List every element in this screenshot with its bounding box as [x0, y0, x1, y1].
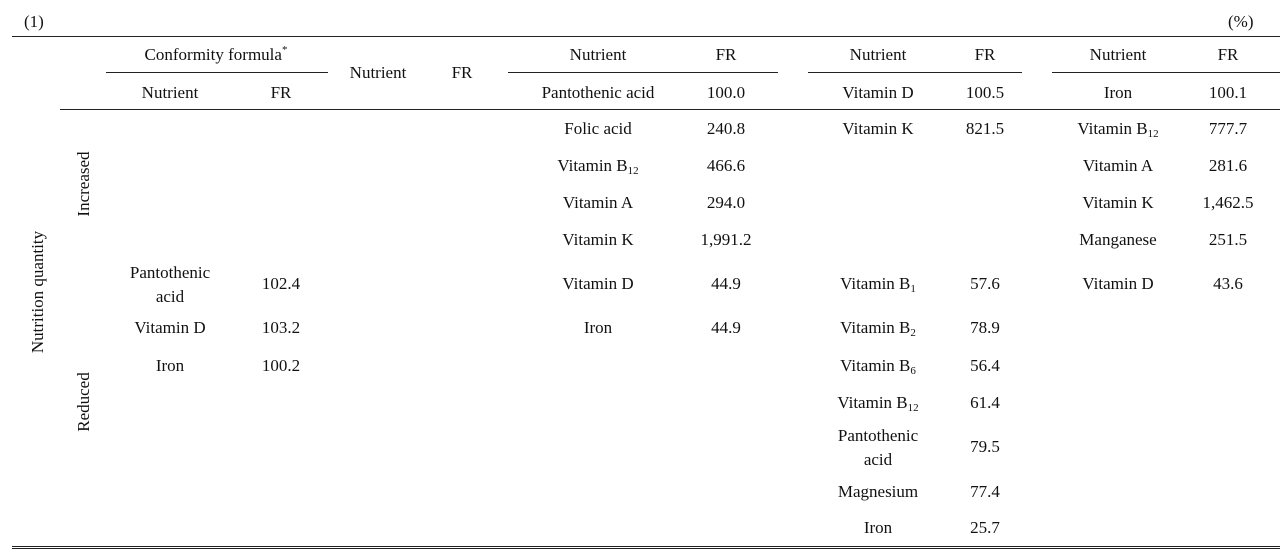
table-cell: Vitamin D — [562, 274, 634, 293]
table-cell: Vitamin A — [562, 193, 634, 212]
table-cell: Pantothenic acid — [837, 426, 919, 469]
table-cell: Vitamin $B_{12}$ — [837, 393, 919, 414]
header-fr-1: FR — [270, 83, 292, 102]
header-bottom-rule — [60, 109, 1280, 110]
baseline-fr-5: 100.1 — [1208, 83, 1248, 102]
table-cell: Vitamin $B_2$ — [840, 318, 916, 339]
table-label: (1) — [24, 12, 44, 31]
table-cell: Vitamin A — [1082, 156, 1154, 175]
table-cell: Manganese — [1079, 230, 1157, 249]
group5-rule — [1052, 72, 1280, 73]
table-cell: 1,462.5 — [1202, 193, 1254, 212]
header-fr-5: FR — [1217, 45, 1239, 64]
table-cell: Folic acid — [564, 119, 632, 138]
table-cell: 56.4 — [970, 356, 1000, 375]
header-fr-2: FR — [451, 63, 473, 82]
bottom-rule-double — [12, 548, 1280, 549]
table-cell: Iron — [583, 318, 613, 337]
table-cell: Iron — [863, 518, 893, 537]
table-cell: 102.4 — [261, 274, 301, 293]
table-cell: 79.5 — [970, 437, 1000, 456]
table-cell: 777.7 — [1208, 119, 1248, 138]
table-cell: 821.5 — [965, 119, 1005, 138]
table-cell: 78.9 — [970, 318, 1000, 337]
table-cell: 1,991.2 — [700, 230, 752, 249]
table-cell: Magnesium — [837, 482, 919, 501]
baseline-nutrient-5: Iron — [1103, 83, 1133, 102]
table-cell: 57.6 — [970, 274, 1000, 293]
header-nutrient-1: Nutrient — [141, 83, 199, 102]
table-cell: 43.6 — [1213, 274, 1243, 293]
row-group-label: Nutrition quantity — [28, 230, 47, 354]
table-cell: 103.2 — [261, 318, 301, 337]
reduced-label: Reduced — [74, 372, 93, 432]
baseline-fr-4: 100.5 — [965, 83, 1005, 102]
table-cell: 77.4 — [970, 482, 1000, 501]
header-nutrient-4: Nutrient — [849, 45, 907, 64]
table-cell: 251.5 — [1208, 230, 1248, 249]
header-nutrient-2: Nutrient — [349, 63, 407, 82]
table-cell: Vitamin D — [1082, 274, 1154, 293]
table-cell: Vitamin $B_6$ — [840, 356, 916, 377]
table-cell: Iron — [155, 356, 185, 375]
baseline-fr-3: 100.0 — [706, 83, 746, 102]
baseline-nutrient-3: Pantothenic acid — [541, 83, 655, 102]
header-nutrient-3: Nutrient — [569, 45, 627, 64]
table-cell: 281.6 — [1208, 156, 1248, 175]
table-cell: 466.6 — [706, 156, 746, 175]
conformity-rule — [106, 72, 328, 73]
table-cell: Vitamin $B_{12}$ — [557, 156, 639, 177]
table-cell: Vitamin $B_{12}$ — [1077, 119, 1159, 140]
table-cell: Vitamin $B_1$ — [840, 274, 916, 295]
table-cell: Pantothenic acid — [129, 263, 211, 306]
table-cell: Vitamin K — [562, 230, 634, 249]
header-nutrient-5: Nutrient — [1089, 45, 1147, 64]
table-cell: Vitamin K — [1082, 193, 1154, 212]
conformity-formula-header: Conformity formula* — [144, 44, 288, 64]
table-cell: Vitamin D — [134, 318, 206, 337]
table-cell: 61.4 — [970, 393, 1000, 412]
group3-rule — [508, 72, 778, 73]
table-cell: 44.9 — [711, 274, 741, 293]
group4-rule — [808, 72, 1022, 73]
table-cell: 294.0 — [706, 193, 746, 212]
increased-label: Increased — [74, 151, 93, 217]
table-cell: Vitamin K — [842, 119, 914, 138]
table-cell: 100.2 — [261, 356, 301, 375]
table-cell: 240.8 — [706, 119, 746, 138]
table-cell: 44.9 — [711, 318, 741, 337]
unit-label: (%) — [1228, 12, 1254, 31]
bottom-rule — [12, 546, 1280, 547]
top-rule — [12, 36, 1280, 37]
table-cell: 25.7 — [970, 518, 1000, 537]
header-fr-3: FR — [715, 45, 737, 64]
header-fr-4: FR — [974, 45, 996, 64]
baseline-nutrient-4: Vitamin D — [842, 83, 914, 102]
